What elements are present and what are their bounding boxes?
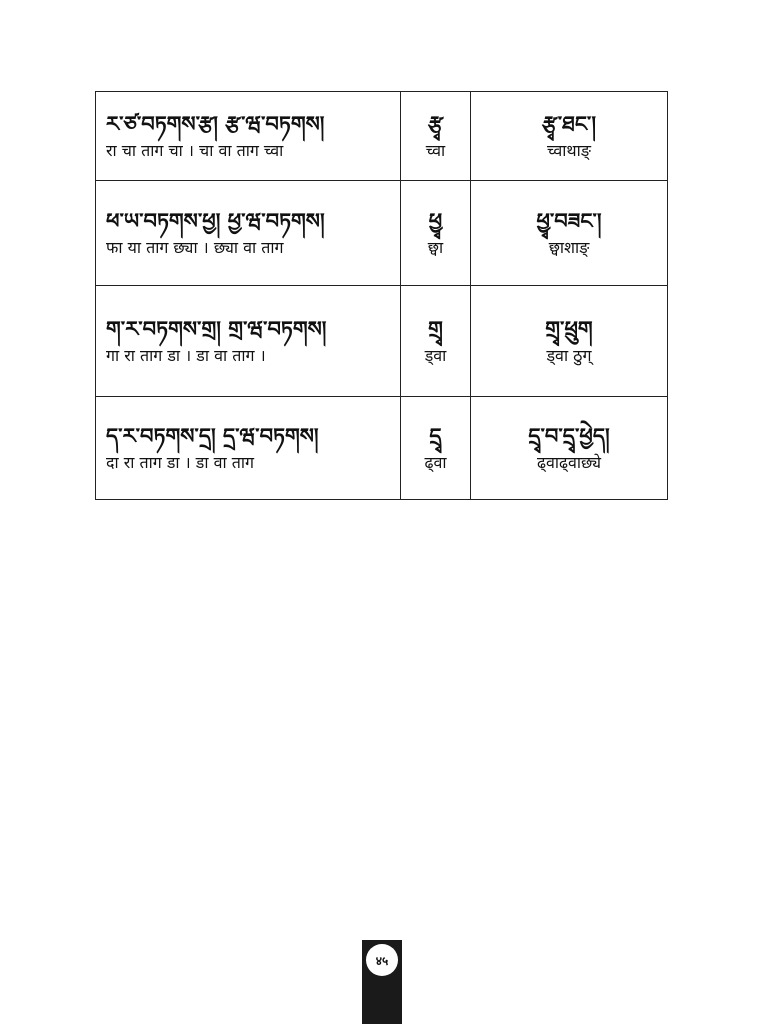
example-word-cell — [471, 181, 668, 286]
tibetan-word-text: རྩྭ་ཐང་། — [541, 112, 597, 136]
page-number-tab — [362, 940, 402, 1024]
devanagari-stack-text: ड्वा — [424, 346, 447, 365]
tibetan-stack-text: གྲྭ — [428, 317, 443, 341]
devanagari-word-text: छ्वाशाङ् — [548, 238, 590, 257]
tibetan-stack-text: ཕྱྭ — [428, 209, 443, 233]
table-row — [96, 286, 668, 397]
devanagari-rule-text: दा रा ताग डा । डा वा ताग — [106, 453, 254, 472]
devanagari-stack-text: ढ्वा — [424, 453, 447, 472]
table-row — [96, 92, 668, 181]
tibetan-word-text: ཕྱྭ་བཟང་། — [536, 209, 602, 233]
devanagari-word-text: ड्वा ठुग् — [546, 346, 592, 365]
example-word-cell — [471, 92, 668, 181]
devanagari-word-text: च्वाथाङ् — [547, 141, 591, 160]
stack-cell — [401, 92, 471, 181]
devanagari-rule-text: गा रा ताग डा । डा वा ताग । — [106, 346, 266, 365]
tibetan-rule-text: ཕ་ཡ་བཏགས་ཕྱ། ཕྱ་ཝ་བཏགས། — [106, 209, 325, 233]
devanagari-word-text: ढ्वाढ्वाछ्ये — [536, 453, 602, 472]
lesson-table — [95, 91, 668, 500]
rule-cell — [96, 286, 401, 397]
rule-cell — [96, 181, 401, 286]
example-word-cell — [471, 397, 668, 500]
table-row — [96, 181, 668, 286]
stack-cell — [401, 181, 471, 286]
devanagari-stack-text: च्वा — [425, 141, 446, 160]
tibetan-stack-text: རྩྭ — [428, 112, 443, 136]
tibetan-stack-text: དྲྭ — [429, 424, 442, 448]
tibetan-rule-text: ད་ར་བཏགས་དྲ། དྲ་ཝ་བཏགས། — [106, 424, 319, 448]
rule-cell — [96, 397, 401, 500]
devanagari-rule-text: रा चा ताग चा । चा वा ताग च्वा — [106, 141, 284, 160]
example-word-cell — [471, 286, 668, 397]
stack-cell — [401, 397, 471, 500]
tibetan-word-text: དྲྭ་བ་དྲྭ་ཕྱེད། — [528, 424, 610, 448]
tibetan-word-text: གྲྭ་ཕྲུག — [545, 317, 593, 341]
table-row — [96, 397, 668, 500]
tibetan-rule-text: ག་ར་བཏགས་གྲ། གྲ་ཝ་བཏགས། — [106, 317, 327, 341]
stack-cell — [401, 286, 471, 397]
devanagari-rule-text: फा या ताग छ्या । छ्या वा ताग — [106, 238, 284, 257]
devanagari-stack-text: छ्वा — [427, 238, 444, 257]
page-number: ४५ — [366, 944, 398, 976]
tibetan-rule-text: ར་ཙ་བཏགས་རྩ། རྩ་ཝ་བཏགས། — [106, 112, 325, 136]
rule-cell — [96, 92, 401, 181]
